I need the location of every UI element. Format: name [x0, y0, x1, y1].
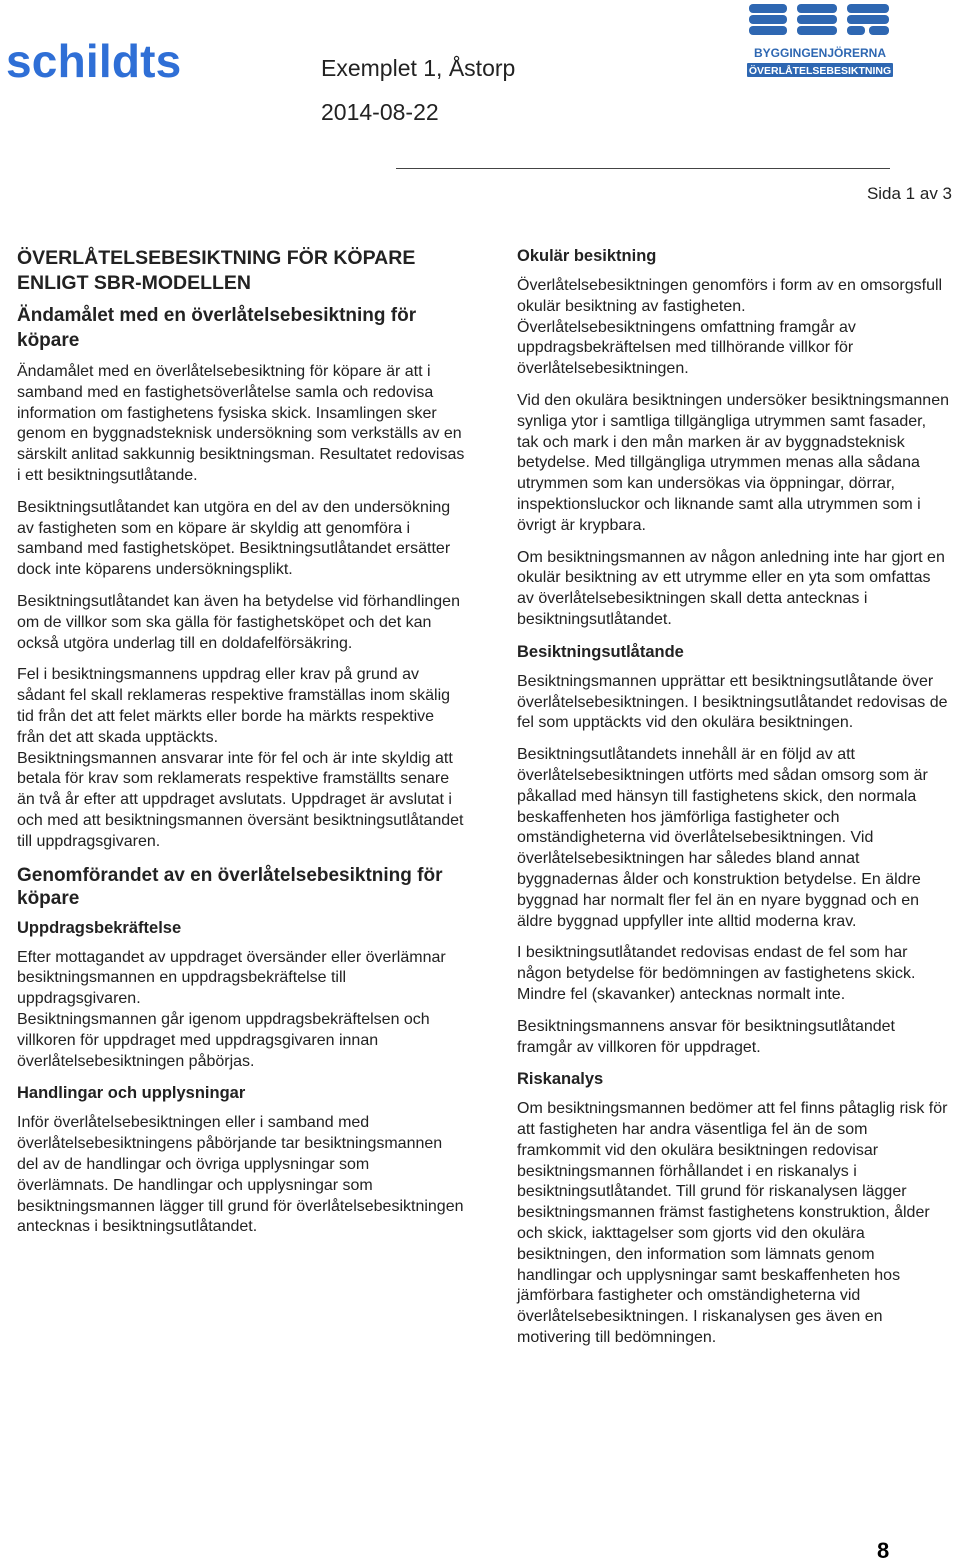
report-paragraph-4: Besiktningsmannens ansvar för besiktningsutlåtandet framgår av villkoren för uppdraget. — [517, 1017, 895, 1056]
visual-inspection-paragraph-1 — [517, 276, 949, 380]
visual-inspection-paragraph-2: Vid den okulära besiktningen undersöker besiktningsmannen synliga ytor i samtliga tillgängliga utrymmen samt fasader, tak och mark i den mån marken är av byggnadsteknisk betydelse. Med tillgängliga utrymmen menas alla sådana utrymmen som kan undersökas via öppningar, dörrar, inspektionsluckor och liknande samt alla utrymmen som i övrigt är krypbara. — [517, 391, 949, 534]
purpose-paragraph-1: Ändamålet med en överlåtelsebesiktning för köpare är att i samband med en fastighetsöverlåtelse samla och redovisa information om fastighetens fysiska skick. Insamlingen sker genom en byggnadsteknisk undersökning som verkställs av en särskilt anlitad sakkunnig besiktningsman. Resultatet redovisas i ett besiktningsutlåtande. — [17, 363, 465, 484]
order-confirmation-paragraph-b: Besiktningsmannen går igenom uppdragsbekräftelsen och villkoren för uppdraget med uppdragsgivaren innan överlåtelsebesiktningen påbörjas. — [17, 1010, 430, 1070]
documents-paragraph: Inför överlåtelsebesiktningen eller i samband med överlåtelsebesiktningens påbörjande tar besiktningsmannen del av de handlingar och övriga upplysningar som överlämnats. De handlingar och upplysningar som besiktningsmannen lägger till grund för överlåtelsebesiktningen antecknas i besiktningsutlåtandet. — [17, 1114, 464, 1236]
page-indicator: Sida 1 av 3 — [866, 184, 952, 203]
risk-analysis-paragraph: Om besiktningsmannen bedömer att fel finns påtaglig risk för att fastigheten har andra väsentliga fel än de som framkommit vid den okulära besiktningen redovisar besiktningsmannen förhållandet i en riskanalys i besiktningsutlåtandet. Till grund för riskanalysen lägger besiktningsmannen främst fastighetens konstruktion, ålder och skick, iakttagelser som gjorts vid den okulära besiktningen, den information som lämnats genom handlingar och upplysningar samt beskaffenheten hos jämförbara fastigheter och omständigheterna vid överlåtelsebesiktningen. I riskanalysen ges även en motivering till bedömningen. — [517, 1100, 948, 1347]
sbr-logo — [747, 0, 893, 78]
execution-heading: Genomförandet av en överlåtelsebesiktning för köpare — [17, 864, 443, 909]
header-divider — [396, 168, 890, 169]
logo-line1: BYGGINGENJÖRERNA — [753, 46, 887, 60]
document-date: 2014-08-22 — [321, 99, 439, 125]
documents-heading: Handlingar och upplysningar — [17, 1084, 246, 1103]
left-column — [17, 246, 465, 1249]
main-heading: ÖVERLÅTELSEBESIKTNING FÖR KÖPARE ENLIGT SBR-MODELLEN — [17, 247, 416, 294]
report-heading: Besiktningsutlåtande — [517, 642, 684, 661]
report-paragraph-2: Besiktningsutlåtandets innehåll är en följd av att överlåtelsebesiktningen utförts med sådan omsorg som är påkallad med hänsyn till fastighetens skick, den normala beskaffenheten hos jämförliga fastigheter och omständigheterna vid överlåtelsebesiktningen. Vid överlåtelsebesiktningen har således bland annat byggnadernas ålder och konstruktion betydelse. En äldre byggnad har normalt fler fel än en nyare byggnad och en äldre byggnad uppfyller inte alltid moderna krav. — [517, 746, 928, 930]
document-title: Exemplet 1, Åstorp — [321, 55, 516, 81]
brand-wordmark: schildts — [6, 35, 182, 87]
order-confirmation-paragraph-a: Efter mottagandet av uppdraget översänder eller överlämnar besiktningsmannen en uppdragsbekräftelse till uppdragsgivaren. — [17, 948, 446, 1008]
logo-line2: ÖVERLÅTELSEBESIKTNING — [748, 65, 892, 77]
purpose-paragraph-4b: Besiktningsmannen ansvarar inte för fel och är inte skyldig att betala för krav som reklamerats respektive framställts senare än två år efter att uppdraget avslutats. Uppdraget är avslutat i och med att besiktningsmannen översänt besiktningsutlåtandet till uppdragsgivaren. — [17, 749, 464, 850]
footer-page-number: 8 — [877, 1538, 890, 1563]
order-confirmation-paragraph — [17, 948, 465, 1073]
visual-inspection-paragraph-3: Om besiktningsmannen av någon anledning inte har gjort en okulär besiktning av ett utrymme eller en yta som omfattas av överlåtelsebesiktningen skall detta antecknas i besiktningsutlåtandet. — [517, 548, 945, 628]
order-confirmation-heading: Uppdragsbekräftelse — [17, 918, 182, 937]
report-paragraph-3: I besiktningsutlåtandet redovisas endast de fel som har någon betydelse för bedömningen av fastighetens skick. Mindre fel (skavanker) antecknas normalt inte. — [517, 944, 916, 1003]
visual-inspection-paragraph-1a: Överlåtelsebesiktningen genomförs i form av en omsorgsfull okulär besiktning av fastigheten. — [517, 277, 943, 315]
purpose-paragraph-3: Besiktningsutlåtandet kan även ha betydelse vid förhandlingen om de villkor som ska gälla för fastighetsköpet och det kan också utgöra underlag till en doldafelförsäkring. — [17, 592, 460, 652]
purpose-paragraph-4a: Fel i besiktningsmannens uppdrag eller krav på grund av sådant fel skall reklameras respektive framställas inom skälig tid från det att felet märkts eller borde ha märkts respektive från det att skada upptäckts. — [17, 666, 451, 746]
risk-analysis-heading: Riskanalys — [517, 1070, 604, 1089]
purpose-heading: Ändamålet med en överlåtelsebesiktning för köpare — [17, 305, 417, 351]
report-paragraph-1: Besiktningsmannen upprättar ett besiktningsutlåtande över överlåtelsebesiktningen. I besiktningsutlåtandet redovisas de fel som upptäckts vid den okulära besiktningen. — [517, 672, 948, 732]
purpose-paragraph-2: Besiktningsutlåtandet kan utgöra en del av den undersökning av fastigheten som en köpare är skyldig att genomföra i samband med fastighetsköpet. Besiktningsutlåtandet ersätter dock inte köparens undersökningsplikt. — [17, 498, 451, 579]
visual-inspection-heading: Okulär besiktning — [517, 247, 657, 265]
right-column — [517, 246, 949, 1360]
purpose-paragraph-4 — [17, 665, 465, 852]
visual-inspection-paragraph-1b: Överlåtelsebesiktningens omfattning framgår av uppdragsbekräftelsen med tillhörande villkor för överlåtelsebesiktningen. — [517, 318, 856, 378]
